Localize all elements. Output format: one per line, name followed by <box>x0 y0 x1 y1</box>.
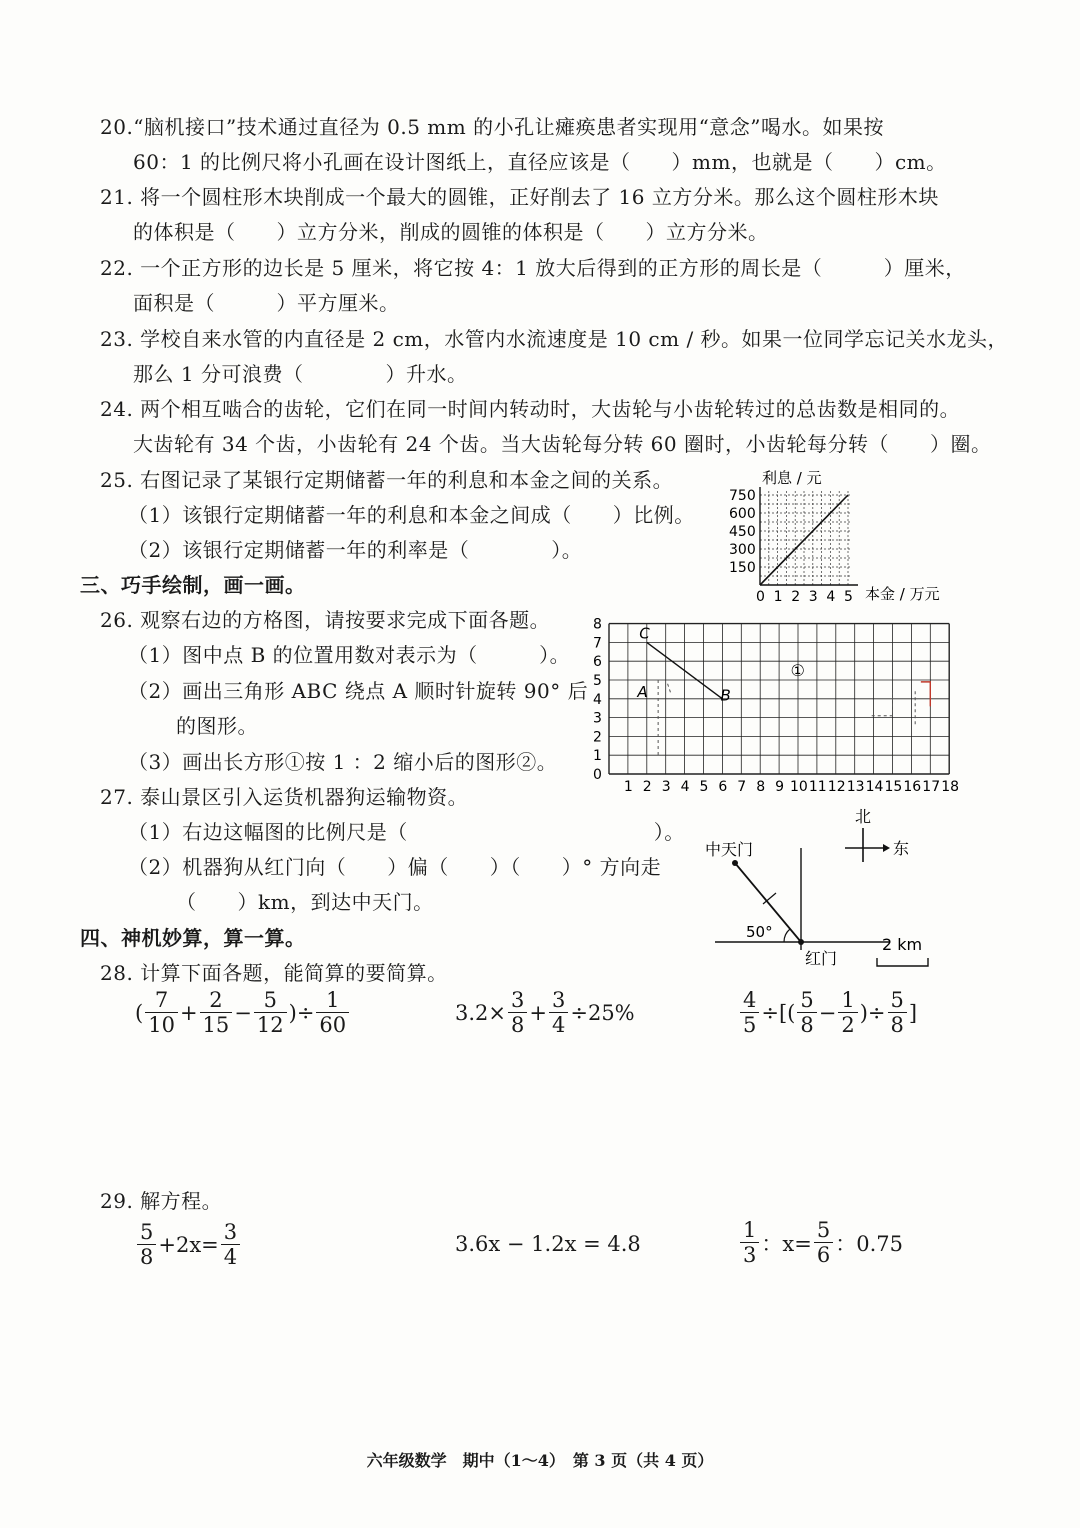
q21-line2: 的体积是（ ）立方分米，削成的圆锥的体积是（ ）立方分米。 <box>133 220 769 244</box>
operator: ：x= <box>761 1231 812 1256</box>
operator: − <box>818 1000 837 1025</box>
numerator: 2 <box>200 988 233 1013</box>
numerator: 5 <box>888 988 907 1013</box>
y-tick-label: 0 <box>593 767 602 783</box>
y-tick-label: 1 <box>593 748 602 765</box>
page-footer: 六年级数学 期中（1～4） 第 3 页（共 4 页） <box>366 1451 714 1470</box>
fraction <box>549 988 568 1037</box>
q24-line2: 大齿轮有 34 个齿，小齿轮有 24 个齿。当大齿轮每分转 60 圈时，小齿轮每分转（ ）圈。 <box>133 432 992 456</box>
fraction <box>137 1220 156 1269</box>
operator: + <box>529 1000 547 1025</box>
x-tick-label: 7 <box>737 779 747 795</box>
equation-2 <box>455 1232 641 1256</box>
x-tick-label: 1 <box>773 589 783 605</box>
operand: ：0.75 <box>835 1231 903 1256</box>
point-a-label: A <box>637 682 648 701</box>
north-label: 北 <box>855 807 872 826</box>
calc-expression-3 <box>738 988 917 1037</box>
calc-expression-2 <box>455 988 635 1037</box>
x-tick-label: 0 <box>756 589 765 605</box>
x-tick-label: 3 <box>661 779 671 795</box>
scale-label: 2 km <box>882 935 923 954</box>
x-tick-label: 1 <box>623 779 633 795</box>
y-tick-label: 600 <box>729 506 756 522</box>
fraction <box>740 1218 759 1267</box>
x-tick-label: 13 <box>846 779 865 795</box>
fraction <box>254 988 287 1037</box>
y-tick-label: 750 <box>729 488 756 504</box>
operator: +2x= <box>158 1232 219 1257</box>
fraction <box>814 1218 833 1267</box>
q22-line1: 22. 一个正方形的边长是 5 厘米，将它按 4：1 放大后得到的正方形的周长是（ ）厘米， <box>100 256 966 280</box>
q21-line1: 21. 将一个圆柱形木块削成一个最大的圆锥，正好削去了 16 立方分米。那么这个圆柱形木块 <box>100 185 939 209</box>
x-tick-label: 16 <box>903 779 922 795</box>
east-label: 东 <box>893 839 910 858</box>
paren-open: ( <box>135 1000 144 1025</box>
numerator: 1 <box>838 988 857 1013</box>
x-tick-label: 5 <box>844 589 853 605</box>
numerator: 5 <box>254 988 287 1013</box>
q26-sub2b: 的图形。 <box>176 714 258 738</box>
denominator: 8 <box>800 1013 814 1037</box>
angle-label: 50° <box>746 923 773 941</box>
operator: ÷[( <box>761 1000 796 1025</box>
q26-sub2a: （2）画出三角形 ABC 绕点 A 顺时针旋转 90° 后 <box>128 679 589 703</box>
operator: )÷ <box>288 1000 315 1025</box>
x-tick-label: 9 <box>775 779 785 795</box>
equation-1 <box>135 1220 242 1269</box>
q27-sub3: （ ）km，到达中天门。 <box>176 890 434 914</box>
chart-xlabel: 本金 / 万元 <box>865 585 940 603</box>
operand: 3.2× <box>455 1000 506 1025</box>
q27-sub1: （1）右边这幅图的比例尺是（ ）。 <box>128 820 685 844</box>
y-tick-label: 8 <box>593 616 602 633</box>
fraction <box>797 988 816 1037</box>
grid-figure <box>585 608 970 798</box>
numerator: 3 <box>508 988 527 1013</box>
place-hongmen: 红门 <box>805 949 838 968</box>
x-tick-label: 4 <box>826 589 836 605</box>
y-tick-label: 6 <box>593 654 602 671</box>
calc-expression-1 <box>135 988 351 1037</box>
x-tick-label: 11 <box>808 779 827 795</box>
q23-line1: 23. 学校自来水管的内直径是 2 cm，水管内水流速度是 10 cm / 秒。如果一位同学忘记关水龙头， <box>100 327 1009 351</box>
y-tick-label: 4 <box>593 691 602 708</box>
q20-line2: 60：1 的比例尺将小孔画在设计图纸上，直径应该是（ ）mm，也就是（ ）cm。 <box>133 150 947 174</box>
equation-3 <box>738 1218 903 1267</box>
numerator: 5 <box>797 988 816 1013</box>
denominator: 3 <box>743 1243 757 1267</box>
angle-arc <box>784 929 790 942</box>
fraction <box>838 988 857 1037</box>
x-tick-label: 15 <box>884 779 903 795</box>
fraction <box>221 1220 240 1269</box>
equation-text: 3.6x − 1.2x = 4.8 <box>455 1232 641 1256</box>
fraction <box>740 988 759 1037</box>
hongmen-point <box>798 939 804 945</box>
q28-line1: 28. 计算下面各题，能简算的要简算。 <box>100 961 448 985</box>
denominator: 6 <box>816 1243 831 1267</box>
x-tick-label: 5 <box>699 779 709 795</box>
y-tick-label: 150 <box>729 560 756 576</box>
q27-sub2: （2）机器狗从红门向（ ）偏（ ）（ ）° 方向走 <box>128 855 662 879</box>
x-tick-label: 2 <box>642 779 652 795</box>
operator: ] <box>908 1000 918 1025</box>
x-tick-label: 18 <box>941 779 960 795</box>
y-tick-label: 2 <box>593 729 602 746</box>
numerator: 1 <box>316 988 349 1013</box>
q22-line2: 面积是（ ）平方厘米。 <box>133 291 400 315</box>
red-sketch-mark <box>921 682 930 706</box>
numerator: 1 <box>740 1218 759 1243</box>
x-tick-label: 14 <box>865 779 884 795</box>
point-b-label: B <box>720 686 731 705</box>
q24-line1: 24. 两个相互啮合的齿轮，它们在同一时间内转动时，大齿轮与小齿轮转过的总齿数是相同的。 <box>100 397 961 421</box>
operand: ÷25% <box>570 1000 635 1025</box>
fraction <box>200 988 233 1037</box>
chart-ylabel: 利息 / 元 <box>762 469 822 487</box>
scale-bar <box>877 958 928 966</box>
fraction <box>316 988 349 1037</box>
numerator: 5 <box>137 1220 156 1245</box>
denominator: 5 <box>743 1013 757 1037</box>
denominator: 8 <box>511 1013 525 1037</box>
denominator: 2 <box>841 1013 855 1037</box>
x-tick-label: 6 <box>718 779 728 795</box>
y-tick-label: 450 <box>729 524 756 540</box>
numerator: 3 <box>221 1220 240 1245</box>
zhongtianmen-point <box>732 860 738 866</box>
x-tick-label: 3 <box>808 589 818 605</box>
q25-sub2: （2）该银行定期储蓄一年的利率是（ ）。 <box>128 538 583 562</box>
x-tick-label: 12 <box>827 779 846 795</box>
denominator: 60 <box>319 1013 347 1037</box>
q23-line2: 那么 1 分可浪费（ ）升水。 <box>133 362 468 386</box>
q27-line1: 27. 泰山景区引入运货机器狗运输物资。 <box>100 785 469 809</box>
x-tick-label: 4 <box>680 779 690 795</box>
east-arrowhead-icon <box>883 844 890 852</box>
y-tick-label: 300 <box>729 542 756 558</box>
q26-line1: 26. 观察右边的方格图，请按要求完成下面各题。 <box>100 608 551 632</box>
section3-heading: 三、巧手绘制，画一画。 <box>80 573 306 597</box>
point-c-label: C <box>639 624 650 643</box>
q25-line1: 25. 右图记录了某银行定期储蓄一年的利息和本金之间的关系。 <box>100 468 674 492</box>
y-tick-label: 5 <box>593 673 602 689</box>
denominator: 10 <box>148 1013 175 1037</box>
fraction <box>508 988 527 1037</box>
denominator: 4 <box>223 1245 238 1269</box>
y-tick-label: 3 <box>593 710 602 727</box>
place-zhongtianmen: 中天门 <box>705 840 754 859</box>
denominator: 8 <box>890 1013 904 1037</box>
numerator: 4 <box>740 988 759 1013</box>
x-tick-label: 2 <box>791 589 801 605</box>
y-tick-label: 7 <box>593 635 602 652</box>
section4-heading: 四、神机妙算，算一算。 <box>80 926 306 950</box>
q26-sub3: （3）画出长方形①按 1 ：2 缩小后的图形②。 <box>128 750 558 774</box>
q25-sub1: （1）该银行定期储蓄一年的利息和本金之间成（ ）比例。 <box>128 503 695 527</box>
interest-chart <box>700 465 970 610</box>
operator: − <box>234 1000 252 1025</box>
denominator: 12 <box>256 1013 284 1037</box>
numerator: 3 <box>549 988 568 1013</box>
fraction <box>888 988 907 1037</box>
rectangle-1-label: ① <box>790 661 805 681</box>
x-tick-label: 17 <box>922 779 941 795</box>
fraction <box>145 988 178 1037</box>
numerator: 5 <box>814 1218 833 1243</box>
x-tick-label: 10 <box>790 779 808 795</box>
q20-line1: 20.“脑机接口”技术通过直径为 0.5 mm 的小孔让瘫痪患者实现用“意念”喝水。如果按 <box>100 115 885 139</box>
denominator: 8 <box>140 1245 154 1269</box>
x-tick-label: 8 <box>756 779 766 795</box>
operator: + <box>179 1000 198 1025</box>
numerator: 7 <box>145 988 178 1013</box>
q26-sub1: （1）图中点 B 的位置用数对表示为（ ）。 <box>128 643 571 667</box>
direction-map <box>700 800 960 980</box>
q29-line1: 29. 解方程。 <box>100 1189 223 1213</box>
denominator: 4 <box>551 1013 566 1037</box>
operator: )÷ <box>859 1000 886 1025</box>
denominator: 15 <box>202 1013 230 1037</box>
